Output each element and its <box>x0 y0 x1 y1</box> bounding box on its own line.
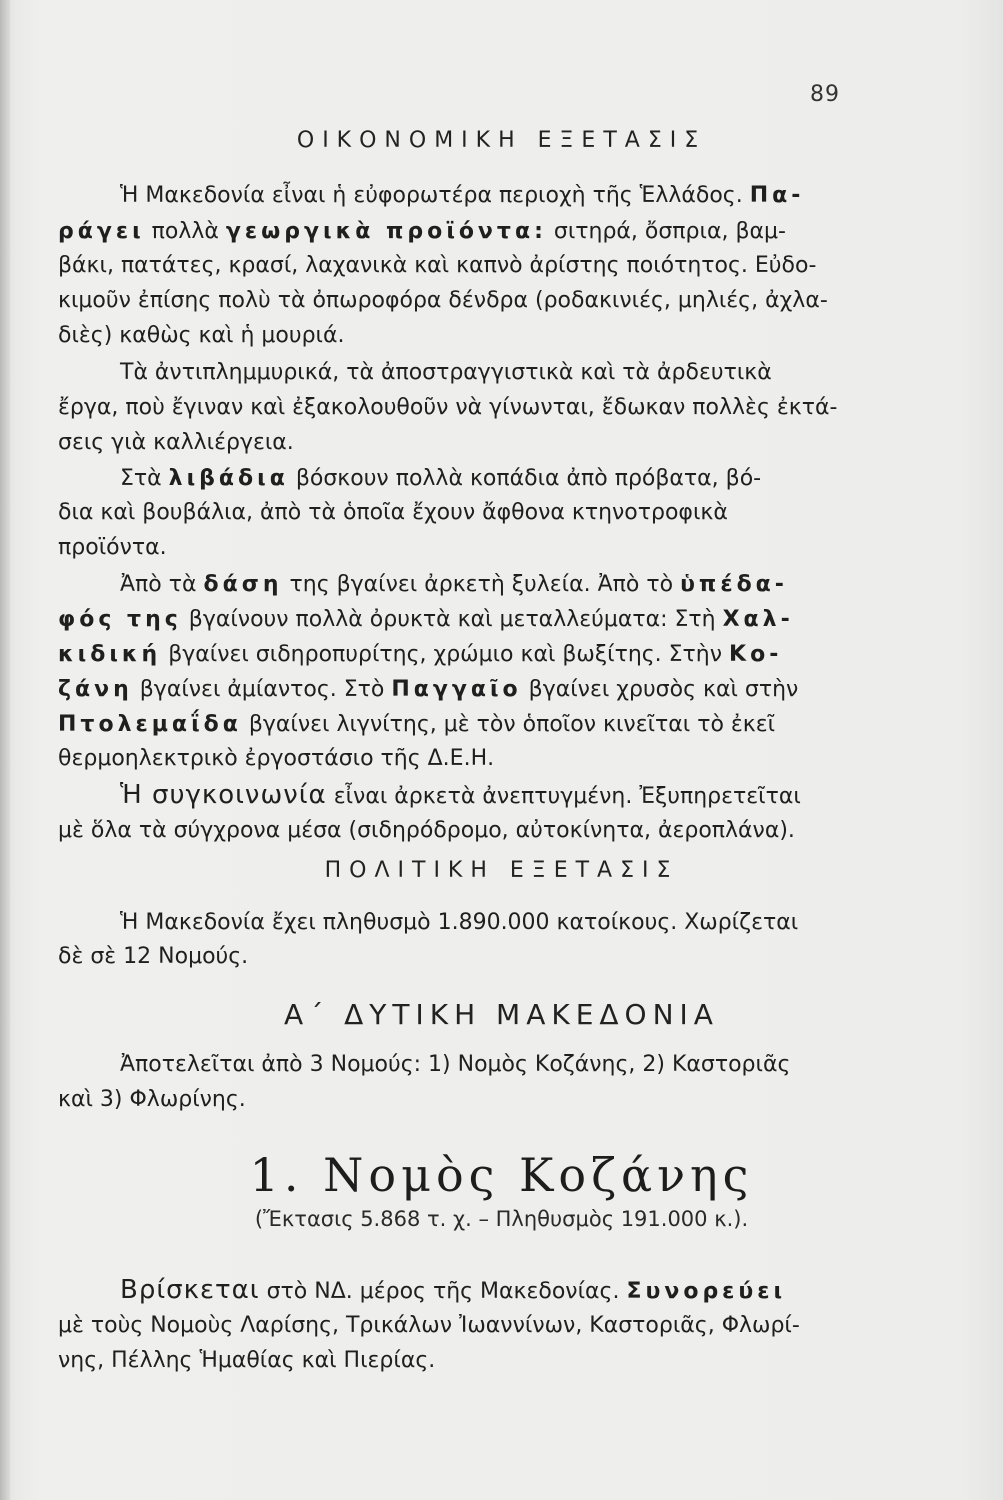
spaced-term: Χαλ- <box>722 607 794 632</box>
para5-line2: μὲ ὅλα τὰ σύγχρονα μέσα (σιδηρόδρομο, αὐτοκίνητα, ἀεροπλάνα). <box>58 818 795 843</box>
spaced-term: ράγει <box>58 219 145 244</box>
spaced-term: γεωργικὰ προϊόντα: <box>225 219 547 244</box>
text-run: πολλὰ <box>151 219 219 244</box>
text-run: στὸ ΝΔ. μέρος τῆς Μακεδονίας. <box>266 1279 620 1304</box>
nomos-title: 1. Νομὸς Κοζάνης <box>249 1148 754 1202</box>
spaced-term: Πτολεμαΐδα <box>58 712 242 737</box>
para2-line1: Τὰ ἀντιπλημμυρικά, τὰ ἀποστραγγιστικὰ καὶ τὰ ἀρδευτικὰ <box>120 360 772 385</box>
economic-heading: ΟΙΚΟΝΟΜΙΚΗ ΕΞΕΤΑΣΙΣ <box>296 128 707 153</box>
spaced-term: ὑπέδα- <box>680 572 788 597</box>
text-run: Στὰ <box>120 466 162 491</box>
para3-line3: προϊόντα. <box>58 535 167 560</box>
emphasized-term: Ἡ συγκοινωνία <box>120 780 327 810</box>
political-heading: ΠΟΛΙΤΙΚΗ ΕΞΕΤΑΣΙΣ <box>324 858 679 883</box>
text-run: βγαίνει σιδηροπυρίτης, χρώμιο καὶ βωξίτης. Στὴν <box>168 642 723 667</box>
para1-line5: διὲς) καθὼς καὶ ἡ μουριά. <box>58 323 345 348</box>
spaced-term: Κο- <box>729 642 783 667</box>
text-run: βγαίνει χρυσὸς καὶ στὴν <box>528 677 799 702</box>
para1-line2 <box>58 219 786 245</box>
para8-line2: μὲ τοὺς Νομοὺς Λαρίσης, Τρικάλων Ἰωαννίνων, Καστοριᾶς, Φλωρί- <box>58 1313 800 1338</box>
text-run: βόσκουν πολλὰ κοπάδια ἀπὸ πρόβατα, βό- <box>295 466 762 491</box>
page-number: 89 <box>810 82 840 107</box>
page-spine-shadow <box>0 0 10 1500</box>
spaced-term: λιβάδια <box>168 466 289 491</box>
para2-line2: ἔργα, ποὺ ἔγιναν καὶ ἐξακολουθοῦν νὰ γίνωνται, ἔδωκαν πολλὲς ἐκτά- <box>58 395 838 420</box>
para4-line2 <box>58 607 794 633</box>
para1-line4: κιμοῦν ἐπίσης πολὺ τὰ ὀπωροφόρα δένδρα (ροδακινιές, μηλιές, ἀχλα- <box>58 288 828 313</box>
text-run: βγαίνει λιγνίτης, μὲ τὸν ὁποῖον κινεῖται τὸ ἐκεῖ <box>248 712 776 737</box>
para4-line4 <box>58 677 798 703</box>
spaced-term: Συνορεύει <box>626 1279 787 1304</box>
text-run: βγαίνει ἀμίαντος. Στὸ <box>139 677 385 702</box>
spaced-term: κιδική <box>58 642 162 667</box>
para4-line1 <box>120 572 788 598</box>
para1-line1 <box>120 183 804 209</box>
para5-line1 <box>120 782 801 810</box>
spaced-term: δάση <box>203 572 283 597</box>
para1-line3: βάκι, πατάτες, κρασί, λαχανικὰ καὶ καπνὸ ἀρίστης ποιότητος. Εὐδο- <box>58 253 817 278</box>
spaced-term: ζάνη <box>58 677 133 702</box>
para4-line3 <box>58 642 782 668</box>
spaced-term: Πα- <box>749 183 805 208</box>
para8-line1 <box>120 1277 786 1305</box>
spaced-term: φός της <box>58 607 182 632</box>
para2-line3: σεις γιὰ καλλιέργεια. <box>58 430 294 455</box>
emphasized-term: Βρίσκεται <box>120 1275 260 1305</box>
text-run: εἶναι ἀρκετὰ ἀνεπτυγμένη. Ἐξυπηρετεῖται <box>333 784 801 809</box>
para8-line3: νης, Πέλλης Ἡμαθίας καὶ Πιερίας. <box>58 1348 436 1373</box>
para6-line1: Ἡ Μακεδονία ἔχει πληθυσμὸ 1.890.000 κατοίκους. Χωρίζεται <box>120 910 799 935</box>
para7-line1: Ἀποτελεῖται ἀπὸ 3 Νομούς: 1) Νομὸς Κοζάνης, 2) Καστοριᾶς <box>120 1052 791 1077</box>
nomos-info: (Ἔκτασις 5.868 τ. χ. – Πληθυσμὸς 191.000 κ.). <box>254 1207 749 1231</box>
para7-line2: καὶ 3) Φλωρίνης. <box>58 1087 246 1112</box>
text-run: βγαίνουν πολλὰ ὀρυκτὰ καὶ μεταλλεύματα: Στὴ <box>188 607 716 632</box>
para3-line2: δια καὶ βουβάλια, ἀπὸ τὰ ὁποῖα ἔχουν ἄφθονα κτηνοτροφικὰ <box>58 500 728 525</box>
text-run: Ἀπὸ τὰ <box>120 572 197 597</box>
para6-line2: δὲ σὲ 12 Νομούς. <box>58 944 249 969</box>
text-run: σιτηρά, ὄσπρια, βαμ- <box>553 219 786 244</box>
text-run: Ἡ Μακεδονία εἶναι ἡ εὐφορωτέρα περιοχὴ τῆς Ἑλλάδος. <box>120 183 743 208</box>
region-title: Α΄ ΔΥΤΙΚΗ ΜΑΚΕΔΟΝΙΑ <box>284 998 719 1031</box>
para4-line5 <box>58 712 775 738</box>
spaced-term: Παγγαῖο <box>391 677 522 702</box>
para4-line6: θερμοηλεκτρικὸ ἐργοστάσιο τῆς Δ.Ε.Η. <box>58 746 495 771</box>
para3-line1 <box>120 466 761 492</box>
text-run: της βγαίνει ἀρκετὴ ξυλεία. Ἀπὸ τὸ <box>289 572 674 597</box>
